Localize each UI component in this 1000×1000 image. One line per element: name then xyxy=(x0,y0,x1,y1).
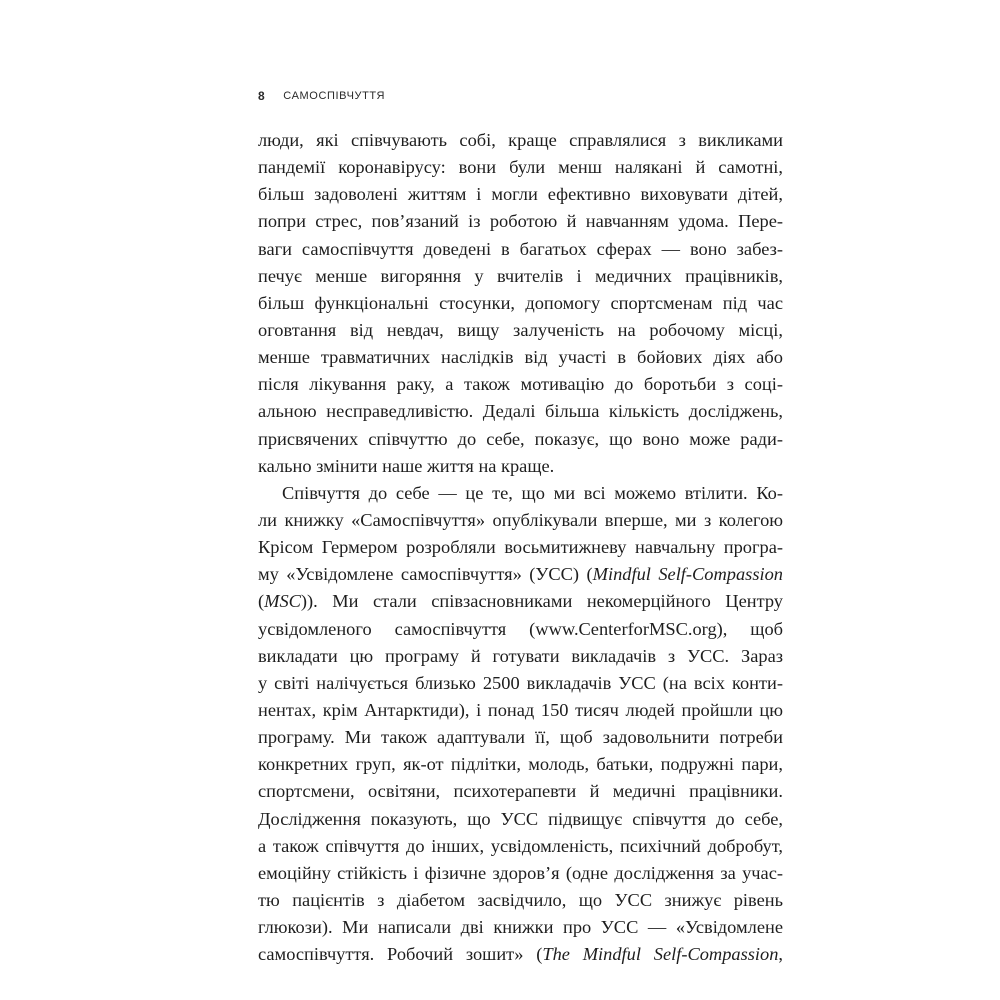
text-line: менше травматичних наслідків від участі в бойових діях або xyxy=(258,347,783,368)
text-span: му «Усвідомлене самоспівчуття» (УСС) ( xyxy=(258,564,593,585)
text-line: глюкози). Ми написали дві книжки про УСС — «Усвідомлене xyxy=(258,917,783,938)
text-line: усвідомленого самоспівчуття (www.CenterforMSC.org), щоб xyxy=(258,618,783,639)
text-span: , xyxy=(778,944,783,965)
text-line: після лікування раку, а також мотивацію до боротьби з соці- xyxy=(258,374,783,395)
text-line: оговтання від невдач, вищу залученість на робочому місці, xyxy=(258,319,783,340)
text-line: ваги самоспівчуття доведені в багатьох сферах — воно забез- xyxy=(258,238,783,259)
text-line: викладати цю програму й готувати викладачів з УСС. Зараз xyxy=(258,645,783,666)
text-line: Дослідження показують, що УСС підвищує співчуття до себе, xyxy=(258,808,783,829)
text-line: Крісом Гермером розробляли восьмитижневу навчальну програ- xyxy=(258,537,783,558)
text-line: спортсмени, освітяни, психотерапевти й медичні працівники. xyxy=(258,781,783,802)
body-text xyxy=(258,127,783,968)
text-line: попри стрес, пов’язаний із роботою й навчанням удома. Пере- xyxy=(258,211,783,232)
text-span: самоспівчуття. Робочий зошит» ( xyxy=(258,944,543,965)
text-line-mixed xyxy=(258,941,783,968)
text-line: альною несправедливістю. Дедалі більша кількість досліджень, xyxy=(258,401,783,422)
text-line: кально змінити наше життя на краще. xyxy=(258,455,555,476)
text-line: люди, які співчувають собі, краще справлялися з викликами xyxy=(258,130,783,150)
text-line: емоційну стійкість і фізичне здоров’я (одне дослідження за учас- xyxy=(258,862,783,883)
text-line: більш задоволені життям і могли ефективно виховувати дітей, xyxy=(258,184,783,205)
text-line: більш функціональні стосунки, допомогу спортсменам під час xyxy=(258,292,783,313)
italic-span: MSC xyxy=(264,591,301,612)
text-line: тю пацієнтів з діабетом засвідчило, що УСС знижує рівень xyxy=(258,889,783,910)
italic-span: The Mindful Self-Compassion xyxy=(542,944,779,965)
text-span: )). Ми стали співзасновниками некомерційного Центру xyxy=(300,591,783,612)
page-number: 8 xyxy=(258,89,266,103)
text-line: нентах, крім Антарктиди), і понад 150 тисяч людей пройшли цю xyxy=(258,699,783,720)
text-line: ли книжку «Самоспівчуття» опублікували вперше, ми з колегою xyxy=(258,509,783,530)
text-line-mixed xyxy=(258,561,783,588)
running-title: САМОСПІВЧУТТЯ xyxy=(283,90,386,102)
text-line: програму. Ми також адаптували її, щоб задовольнити потреби xyxy=(258,727,783,748)
running-head xyxy=(258,86,385,106)
text-line: а також співчуття до інших, усвідомленість, психічний добробут, xyxy=(258,835,783,856)
text-line: пандемії коронавірусу: вони були менш налякані й самотні, xyxy=(258,157,783,178)
text-line-mixed: (MSC)). Ми стали співзасновниками некомерційного Центру xyxy=(258,591,783,612)
text-line: присвячених співчуттю до себе, показує, що воно може ради- xyxy=(258,428,783,449)
text-line: печує менше вигоряння у вчителів і медичних працівників, xyxy=(258,265,783,286)
italic-span: Mindful Self-Compassion xyxy=(592,564,783,585)
text-line: Співчуття до себе — це те, що ми всі можемо втілити. Ко- xyxy=(282,482,783,503)
text-line: у світі налічується близько 2500 викладачів УСС (на всіх конти- xyxy=(258,672,783,693)
text-line: конкретних груп, як-от підлітки, молодь, батьки, подружні пари, xyxy=(258,754,783,775)
